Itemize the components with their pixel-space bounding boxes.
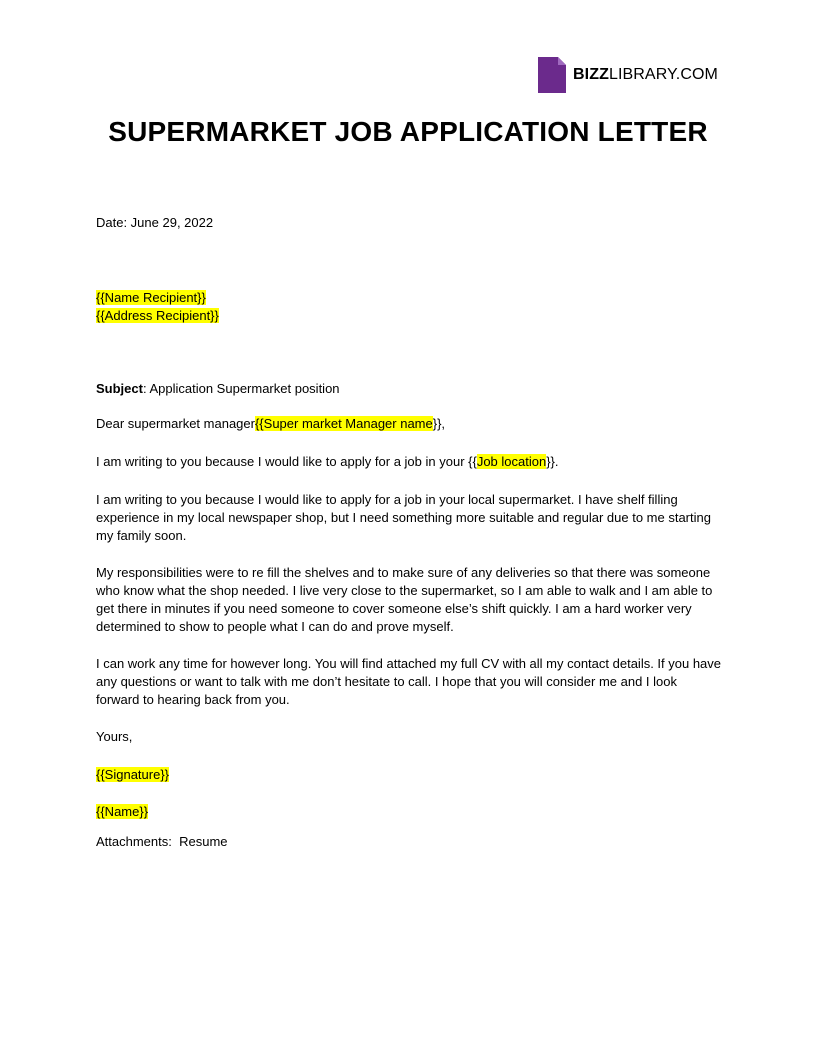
subject-text: : Application Supermarket position — [142, 381, 340, 396]
logo-text — [573, 67, 718, 83]
body-paragraph-2: My responsibilities were to re fill the shelves and to make sure of any deliveries so that there was someone who know what the shop needed. I live very close to the supermarket, so I am able to walk and I am able to get there in minutes if you need someone to cover someone else’s shift quickly. I am a hard worker very determined to show to people what I can do and prove myself. — [96, 565, 713, 634]
date-line: Date: June 29, 2022 — [96, 215, 214, 230]
recipient-name-placeholder: {{Name Recipient}} — [96, 290, 206, 305]
bizzlibrary-logo — [538, 57, 718, 93]
document-title: SUPERMARKET JOB APPLICATION LETTER — [108, 116, 708, 147]
signature-placeholder: {{Signature}} — [96, 767, 170, 782]
logo-text-rest: LIBRARY.COM — [608, 66, 718, 83]
greeting-line — [96, 415, 445, 433]
recipient-address — [96, 307, 219, 325]
subject-line — [96, 380, 340, 398]
recipient-name — [96, 289, 206, 307]
intro-line — [96, 453, 559, 471]
greeting-suffix: }}, — [432, 416, 446, 431]
recipient-address-placeholder: {{Address Recipient}} — [96, 308, 219, 323]
intro-suffix: }}. — [546, 454, 559, 469]
document-icon — [538, 57, 566, 93]
subject-label: Subject — [96, 381, 143, 396]
name-placeholder: {{Name}} — [96, 804, 149, 819]
job-location-placeholder: Job location — [476, 454, 547, 469]
manager-name-placeholder: {{Super market Manager name — [254, 416, 433, 431]
attachments-line: Attachments: Resume — [96, 834, 228, 849]
signature-line — [96, 766, 169, 784]
intro-prefix: I am writing to you because I would like to apply for a job in your {{ — [96, 454, 477, 469]
closing-line: Yours, — [96, 729, 133, 744]
body-paragraph-3: I can work any time for however long. You will find attached my full CV with all my contact details. If you have any questions or want to talk with me don’t hesitate to call. I hope that you will consider me and I look forward to hearing back from you. — [96, 656, 722, 707]
name-line — [96, 803, 148, 821]
logo-text-bold: BIZZ — [573, 66, 609, 83]
greeting-prefix: Dear supermarket manager — [96, 416, 255, 431]
body-paragraph-1: I am writing to you because I would like to apply for a job in your local supermarket. I have shelf filling experience in my local newspaper shop, but I need something more suitable and regular due to me starting my family soon. — [96, 492, 711, 543]
